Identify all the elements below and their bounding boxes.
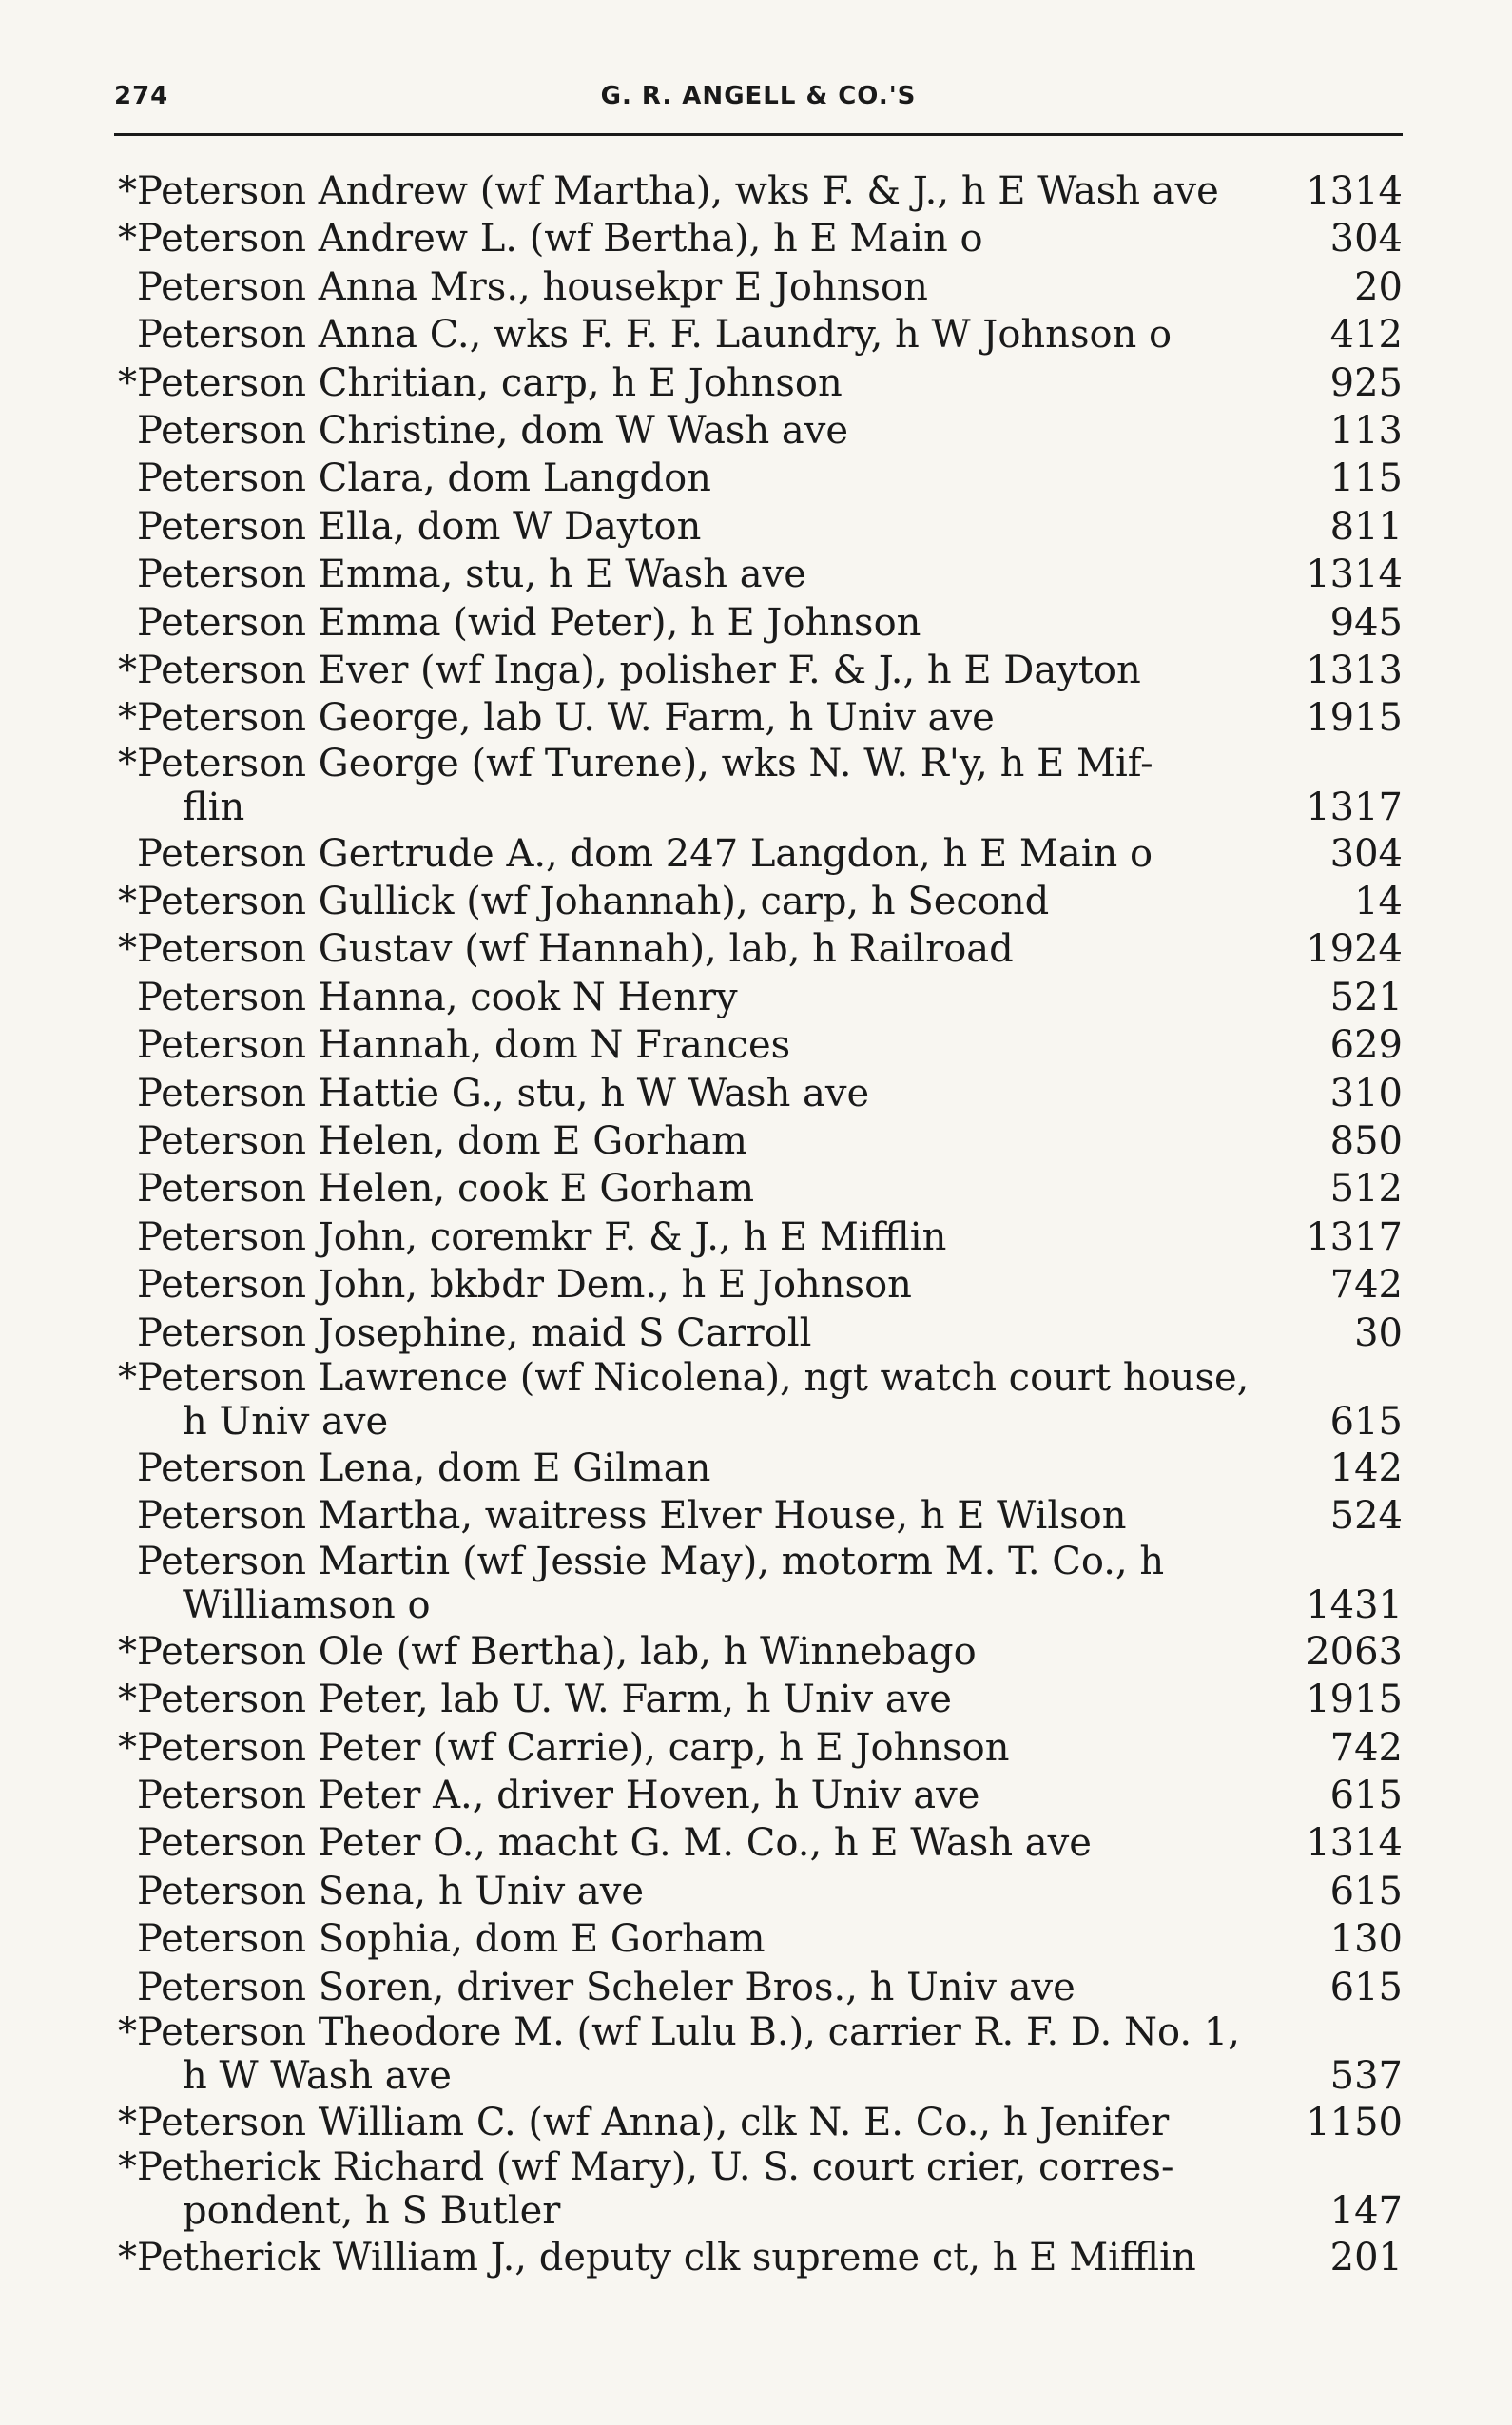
entry-text: Peterson Gustav (wf Hannah), lab, h Railroad [137,927,1014,972]
entry-text: Peterson Martin (wf Jessie May), motorm M. T. Co., h [137,1539,1165,1583]
directory-entry [114,694,1403,742]
house-number: 201 [1329,2236,1403,2280]
directory-entry [114,2011,1403,2099]
directory-entry [114,830,1403,878]
entry-continuation: flin [183,785,245,829]
voter-marker: * [118,2009,137,2054]
entry-continuation: h Univ ave [183,1399,389,1444]
house-number: 615 [1329,1965,1403,2009]
directory-entry [114,2099,1403,2146]
directory-entry [114,359,1403,407]
house-number: 524 [1329,1494,1403,1539]
directory-entries [114,167,1403,2282]
directory-entry [114,311,1403,359]
house-number: 742 [1329,1263,1403,1308]
directory-entry [114,1819,1403,1867]
entry-text: Peterson John, bkbdr Dem., h E Johnson [137,1263,912,1308]
directory-entry [114,1213,1403,1261]
house-number: 14 [1354,880,1403,924]
house-number: 142 [1329,1445,1403,1490]
house-number: 615 [1329,1869,1403,1913]
entry-text: Peterson Sena, h Univ ave [137,1869,645,1913]
house-number: 1317 [1306,1214,1403,1259]
entry-text: Peterson Helen, cook E Gorham [137,1167,755,1212]
house-number: 1915 [1306,1678,1403,1722]
entry-text: Peterson Gullick (wf Johannah), carp, h Second [137,880,1050,924]
directory-entry [114,599,1403,647]
entry-text: Peterson George, lab U. W. Farm, h Univ ave [137,696,995,741]
house-number: 850 [1329,1119,1403,1164]
entry-text: Peterson Helen, dom E Gorham [137,1119,747,1164]
house-number: 1314 [1306,169,1403,213]
voter-marker: * [118,169,137,213]
header-rule [114,133,1403,136]
directory-entry [114,1357,1403,1445]
page-number: 274 [114,82,169,110]
house-number: 945 [1329,600,1403,645]
directory-entry [114,167,1403,215]
house-number: 1317 [1306,785,1403,829]
directory-entry [114,263,1403,311]
entry-text: Peterson Peter (wf Carrie), carp, h E Johnson [137,1725,1010,1770]
voter-marker: * [118,1629,137,1674]
directory-entry [114,455,1403,502]
voter-marker: * [118,1678,137,1722]
entry-text: Peterson Hanna, cook N Henry [137,975,738,1019]
voter-marker: * [118,2100,137,2144]
entry-continuation: h W Wash ave [183,2053,452,2098]
entry-text: Peterson William C. (wf Anna), clk N. E. Co., h Jenifer [137,2100,1170,2144]
entry-text: Petherick William J., deputy clk supreme ct, h E Mifflin [137,2236,1196,2280]
entry-text: Peterson Hattie G., stu, h W Wash ave [137,1071,870,1116]
directory-entry [114,2146,1403,2234]
voter-marker: * [118,1725,137,1770]
entry-text: Peterson Martha, waitress Elver House, h E Wilson [137,1494,1127,1539]
voter-marker: * [118,741,137,786]
house-number: 310 [1329,1071,1403,1116]
house-number: 412 [1329,313,1403,358]
voter-marker: * [118,217,137,262]
directory-entry [114,1492,1403,1540]
house-number: 147 [1329,2189,1403,2234]
directory-entry [114,743,1403,830]
directory-entry [114,647,1403,694]
directory-entry [114,1964,1403,2011]
house-number: 537 [1329,2053,1403,2098]
house-number: 1314 [1306,1821,1403,1866]
entry-text: Peterson Lawrence (wf Nicolena), ngt watch court house, [137,1355,1250,1400]
voter-marker: * [118,360,137,405]
house-number: 742 [1329,1725,1403,1770]
house-number: 2063 [1306,1629,1403,1674]
house-number: 20 [1354,264,1403,309]
directory-entry [114,1868,1403,1915]
directory-entry [114,1541,1403,1628]
voter-marker: * [118,2145,137,2190]
directory-entry [114,925,1403,973]
directory-entry [114,1724,1403,1772]
directory-entry [114,1165,1403,1212]
house-number: 1314 [1306,553,1403,597]
directory-entry [114,503,1403,551]
directory-entry [114,1915,1403,1963]
entry-text: Peterson John, coremkr F. & J., h E Mifflin [137,1214,947,1259]
house-number: 1915 [1306,696,1403,741]
entry-text: Peterson Peter O., macht G. M. Co., h E Wash ave [137,1821,1092,1866]
directory-entry [114,1676,1403,1723]
directory-entry [114,2234,1403,2281]
house-number: 30 [1354,1310,1403,1355]
entry-text: Peterson Emma, stu, h E Wash ave [137,553,806,597]
directory-entry [114,974,1403,1021]
entry-text: Peterson Soren, driver Scheler Bros., h Univ ave [137,1965,1076,2009]
entry-text: Peterson Ever (wf Inga), polisher F. & J., h E Dayton [137,648,1141,692]
directory-entry [114,1117,1403,1165]
entry-text: Peterson Anna Mrs., housekpr E Johnson [137,264,928,309]
directory-entry [114,1310,1403,1357]
directory-entry [114,407,1403,455]
entry-text: Peterson Emma (wid Peter), h E Johnson [137,600,921,645]
entry-continuation: pondent, h S Butler [183,2189,561,2234]
house-number: 304 [1329,831,1403,876]
house-number: 130 [1329,1917,1403,1962]
entry-text: Peterson Peter, lab U. W. Farm, h Univ ave [137,1678,952,1722]
entry-text: Peterson Ella, dom W Dayton [137,504,702,549]
running-title: G. R. ANGELL & CO.'S [600,82,917,110]
directory-entry [114,1021,1403,1069]
house-number: 811 [1329,504,1403,549]
entry-text: Peterson Andrew (wf Martha), wks F. & J., h E Wash ave [137,169,1219,213]
house-number: 521 [1329,975,1403,1019]
voter-marker: * [118,880,137,924]
house-number: 1924 [1306,927,1403,972]
voter-marker: * [118,1355,137,1400]
house-number: 925 [1329,360,1403,405]
directory-entry [114,878,1403,925]
house-number: 113 [1329,408,1403,453]
entry-text: Peterson Peter A., driver Hoven, h Univ ave [137,1773,980,1817]
directory-entry [114,215,1403,262]
entry-text: Peterson Gertrude A., dom 247 Langdon, h E Main o [137,831,1153,876]
house-number: 304 [1329,217,1403,262]
house-number: 629 [1329,1023,1403,1068]
directory-entry [114,1070,1403,1117]
house-number: 615 [1329,1399,1403,1444]
directory-entry [114,1261,1403,1309]
entry-text: Peterson Lena, dom E Gilman [137,1445,711,1490]
entry-text: Peterson Clara, dom Langdon [137,456,711,501]
directory-entry [114,1628,1403,1676]
entry-continuation: Williamson o [183,1582,431,1627]
voter-marker: * [118,648,137,692]
house-number: 512 [1329,1167,1403,1212]
house-number: 1431 [1306,1582,1403,1627]
voter-marker: * [118,927,137,972]
entry-text: Peterson Christine, dom W Wash ave [137,408,849,453]
voter-marker: * [118,2236,137,2280]
entry-text: Peterson Ole (wf Bertha), lab, h Winnebago [137,1629,977,1674]
entry-text: Peterson Theodore M. (wf Lulu B.), carrier R. F. D. No. 1, [137,2009,1240,2054]
directory-entry [114,1772,1403,1819]
voter-marker: * [118,696,137,741]
house-number: 115 [1329,456,1403,501]
house-number: 615 [1329,1773,1403,1817]
entry-text: Peterson Josephine, maid S Carroll [137,1310,812,1355]
directory-entry [114,1445,1403,1492]
directory-entry [114,551,1403,598]
entry-text: Peterson Andrew L. (wf Bertha), h E Main o [137,217,983,262]
entry-text: Peterson Chritian, carp, h E Johnson [137,360,843,405]
entry-text: Peterson Hannah, dom N Frances [137,1023,791,1068]
house-number: 1150 [1306,2100,1403,2144]
entry-text: Peterson Anna C., wks F. F. F. Laundry, h W Johnson o [137,313,1173,358]
entry-text: Peterson George (wf Turene), wks N. W. R'y, h E Mif- [137,741,1153,786]
entry-text: Peterson Sophia, dom E Gorham [137,1917,766,1962]
running-head [114,82,1403,120]
entry-text: Petherick Richard (wf Mary), U. S. court crier, corres- [137,2145,1174,2190]
house-number: 1313 [1306,648,1403,692]
